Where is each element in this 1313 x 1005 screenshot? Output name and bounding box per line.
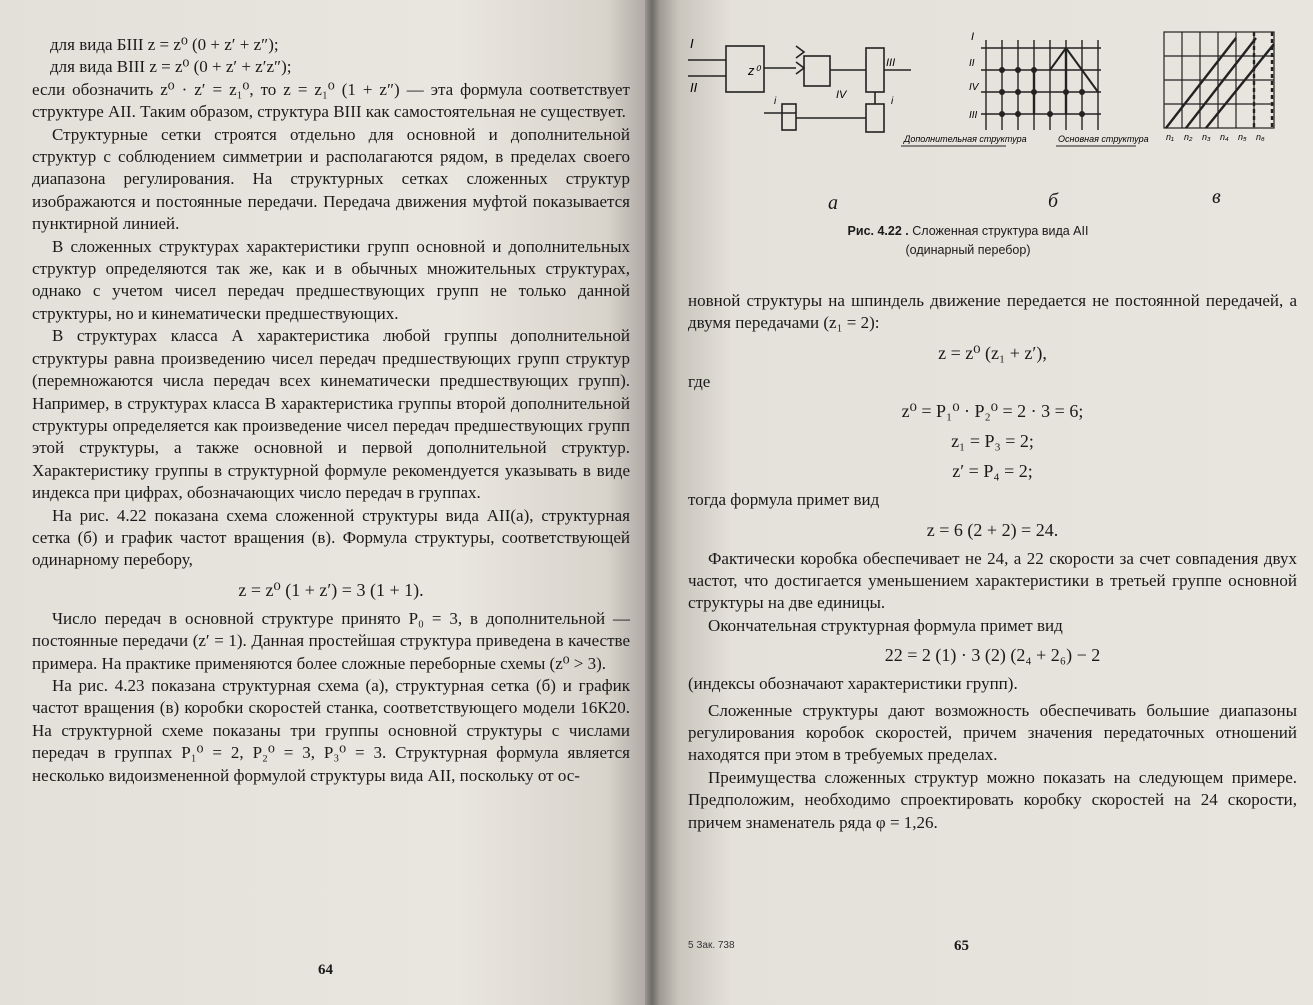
svg-text:II: II xyxy=(969,58,975,69)
formula: z₁ = P₃ = 2; xyxy=(951,431,1034,452)
svg-text:I: I xyxy=(690,36,694,51)
figure-label-b: б xyxy=(1048,190,1059,212)
svg-text:IV: IV xyxy=(836,89,847,101)
svg-text:I: I xyxy=(971,31,975,43)
paragraph: На рис. 4.22 показана схема сложенной структуры вида AII(a), структурная сетка (б) и график частот вращения (в). Формула структуры, соответствующей одинарному перебору, xyxy=(32,505,630,570)
speed-label: n₃ xyxy=(1202,132,1211,142)
figure-label-c: в xyxy=(1212,186,1221,208)
paragraph: новной структуры на шпиндель движение передается не постоянной передачей, а двумя передачами (z₁ = 2): xyxy=(688,291,1297,333)
svg-text:i: i xyxy=(891,96,894,107)
caption-text: Сложенная структура вида AII xyxy=(912,224,1089,238)
paragraph: На рис. 4.23 показана структурная схема (а), структурная сетка (б) и график частот вращения (в) коробки скоростей станка, соответствующего модели 16К20. На структурной схеме показаны три группы основной структуры с числами передач в группах P₁⁰ = 2, P₂⁰ = 3, P₃⁰ = 3. Структурная формула является несколько видоизмененной формулой структуры вида AII, поскольку от ос- xyxy=(32,675,630,785)
paragraph: В структурах класса А характеристика любой группы дополнительной структуры равна произведению чисел передач предшествующих групп структур (перемножаются числа передач всех кинематически предшествующих групп). Например, в структурах класса В характеристика группы второй дополнительной структуры определяется как произведение чисел передач предшествующих групп этой структуры, а также основной и первой дополнительной структур. Характеристику группы в структурной формуле рекомендуется указывать в виде индекса при цифрах, обозначающих число передач в группах. xyxy=(32,326,630,503)
svg-text:III: III xyxy=(886,57,896,69)
paragraph: Преимущества сложенных структур можно показать на следующем примере. Предположим, необходимо спроектировать коробку скоростей на 24 скорости, причем знаменатель ряда φ = 1,26. xyxy=(688,767,1297,832)
svg-text:III: III xyxy=(969,110,978,121)
formula: 22 = 2 (1) · 3 (2) (2₄ + 2₆) − 2 xyxy=(884,645,1101,666)
figure-caption xyxy=(768,222,1168,260)
speed-label: n₁ xyxy=(1166,132,1174,142)
paragraph: Число передач в основной структуре принято P₀ = 3, в дополнительной — постоянные передачи (z′ = 1). Данная простейшая структура приведена в качестве примера. На практике применяются более сложные переборные схемы (z⁰ > 3). xyxy=(32,608,630,673)
paragraph: В сложенных структурах характеристики групп основной и дополнительных структур определяются так же, как и в обычных множительных структурах, однако с учетом чисел передач предшествующих групп не только данной структуры, но и кинематически предшествующих. xyxy=(32,236,630,323)
figure-4-22 xyxy=(688,0,1297,290)
paragraph: Окончательная структурная формула примет вид xyxy=(708,615,1063,635)
paragraph: Сложенные структуры дают возможность обеспечивать большие диапазоны регулирования коробок скоростей, причем значения передаточных отношений находятся при этом в требуемых пределах. xyxy=(688,700,1297,765)
formula: z = z⁰ (z₁ + z′), xyxy=(938,342,1047,363)
figure-label-a: а xyxy=(828,192,838,214)
formula-line-v3: для вида ВIII z = z⁰ (0 + z′ + z′z″); xyxy=(50,57,292,77)
caption-subtitle: (одинарный перебор) xyxy=(905,243,1031,257)
page-number: 65 xyxy=(954,938,969,954)
page-number: 64 xyxy=(318,962,333,978)
right-page xyxy=(652,0,1313,1005)
speed-label: n₅ xyxy=(1238,132,1247,142)
grid-label-additional: Дополнительная структура xyxy=(904,134,1027,144)
caption-title: Рис. 4.22 . xyxy=(847,224,909,238)
formula: z⁰ = P₁⁰ · P₂⁰ = 2 · 3 = 6; xyxy=(901,401,1084,422)
paragraph: если обозначить z⁰ · z′ = z₁⁰, то z = z₁⁰ (1 + z″) — эта формула соответствует структуре AII. Таким образом, структура ВIII как самостоятельная не существует. xyxy=(32,79,630,122)
speed-label: n₆ xyxy=(1256,132,1265,142)
svg-text:i: i xyxy=(774,96,777,107)
formula: z = 6 (2 + 2) = 24. xyxy=(926,519,1059,540)
paragraph: Структурные сетки строятся отдельно для основной и дополнительной структур с соблюдением симметрии и располагаются рядом, в пределах своего диапазона регулирования. На структурных сетках сложенных структур изображаются и постоянные передачи. Передача движения муфтой показывается пунктирной линией. xyxy=(32,124,630,234)
paragraph: (индексы обозначают характеристики групп). xyxy=(688,674,1018,694)
paragraph: Фактически коробка обеспечивает не 24, а 22 скорости за счет совпадения двух частот, что достигается уменьшением характеристики в третьей группе основной структуры на две единицы. xyxy=(688,548,1297,613)
book-gutter xyxy=(645,0,659,1005)
svg-text:IV: IV xyxy=(969,82,979,93)
formula: z = z⁰ (1 + z′) = 3 (1 + 1). xyxy=(238,579,424,600)
svg-text:II: II xyxy=(690,80,698,95)
where-word: где xyxy=(688,371,711,391)
speed-label: n₄ xyxy=(1220,132,1229,142)
grid-label-main: Основная структура xyxy=(1058,134,1149,144)
formula: z′ = P₄ = 2; xyxy=(952,461,1033,482)
speed-label: n₂ xyxy=(1184,132,1193,142)
left-page xyxy=(0,0,652,1005)
frequency-graph xyxy=(1164,32,1274,128)
structure-scheme-diagram xyxy=(688,46,911,132)
svg-text:z⁰: z⁰ xyxy=(748,63,760,78)
then-line: тогда формула примет вид xyxy=(688,490,880,510)
formula-line-b3: для вида БIII z = z⁰ (0 + z′ + z″); xyxy=(50,35,279,54)
footer-mark: 5 Зак. 738 xyxy=(688,940,735,951)
